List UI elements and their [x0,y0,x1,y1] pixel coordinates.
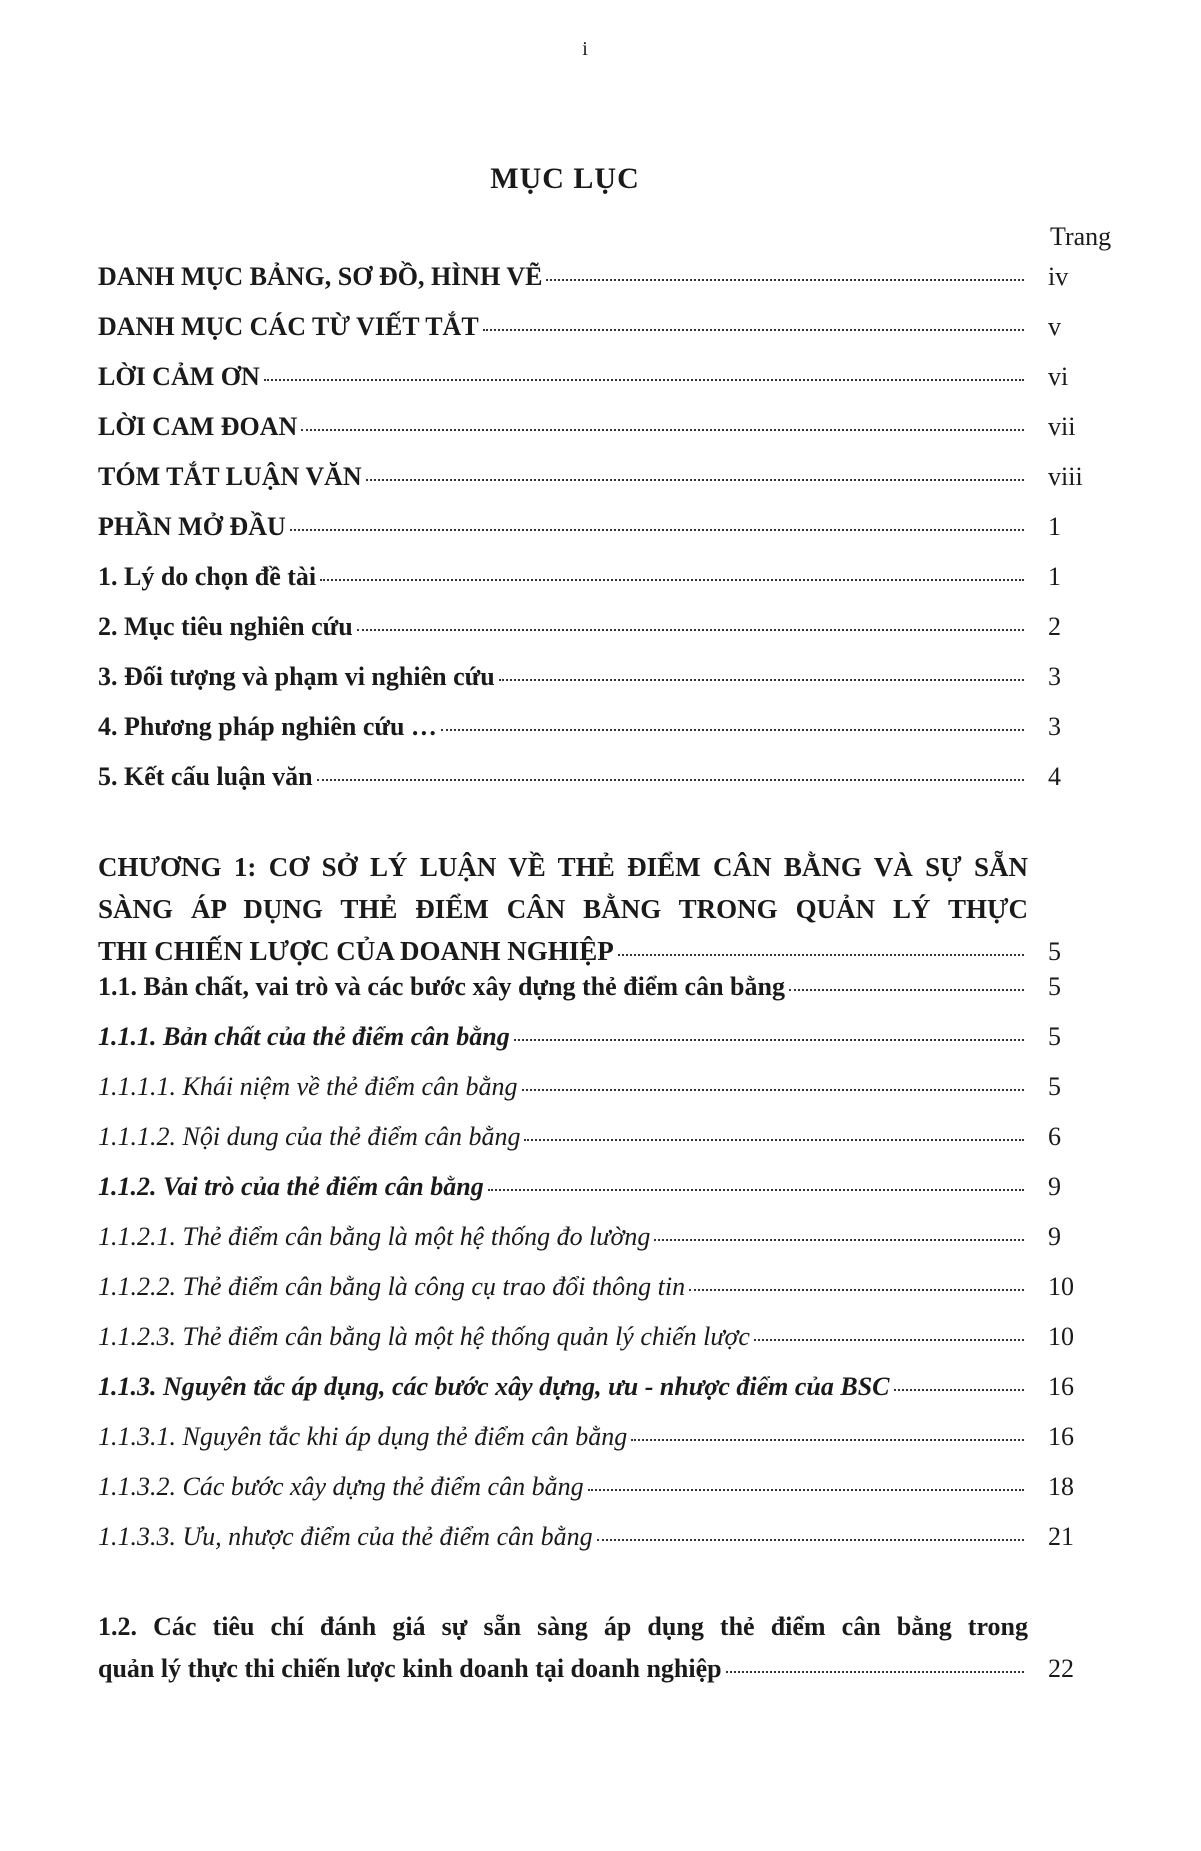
toc-entry-label: PHẦN MỞ ĐẦU [98,512,286,541]
toc-leader [754,1338,1024,1341]
toc-entry [98,412,1108,462]
toc-entry-label: 1.1.2.1. Thẻ điểm cân bằng là một hệ thống đo lường [98,1222,651,1251]
toc-leader [522,1088,1024,1091]
toc-leader [689,1288,1024,1291]
toc-entry [98,1472,1108,1522]
toc-entry-page: 2 [1048,612,1061,641]
page-number: i [582,38,588,60]
chapter-heading-line: THI CHIẾN LƯỢC CỦA DOANH NGHIỆP [98,936,614,966]
toc-leader [264,378,1024,381]
chapter-heading-line: SÀNG ÁP DỤNG THẺ ĐIỂM CÂN BẰNG TRONG QUẢN LÝ THỰC [98,894,1028,924]
toc-leader [894,1388,1024,1391]
toc-leader [317,778,1024,781]
toc-entry-page: 3 [1048,712,1061,741]
toc-entry [98,1072,1108,1122]
toc-entry [98,1122,1108,1172]
toc-entry [98,1172,1108,1222]
toc-entry-label: 5. Kết cấu luận văn [98,762,313,791]
toc-entry-label: 2. Mục tiêu nghiên cứu [98,612,353,641]
toc-entry [98,1422,1108,1472]
toc-leader [366,478,1024,481]
toc-entry-label: TÓM TẮT LUẬN VĂN [98,462,362,491]
toc-leader [597,1538,1024,1541]
toc-entry-label: 1. Lý do chọn đề tài [98,562,317,591]
toc-entry-page: 3 [1048,662,1061,691]
toc-leader [789,988,1024,991]
toc-entry-page: 9 [1048,1222,1061,1251]
toc-entry [98,712,1108,762]
toc-leader [588,1488,1024,1491]
toc-leader [290,528,1024,531]
toc-entry-page: 21 [1048,1522,1074,1551]
toc-entry [98,562,1108,612]
toc-entry-page: 4 [1048,762,1061,791]
toc-entry-label: 1.1.3.3. Ưu, nhược điểm của thẻ điểm cân bằng [98,1522,593,1551]
toc-entry-page: 22 [1048,1654,1074,1683]
toc-entry [98,762,1108,812]
toc-entry-page: 5 [1048,937,1061,966]
toc-entry-page: v [1048,312,1061,341]
toc-entry [98,462,1108,512]
toc-entry-label: DANH MỤC BẢNG, SƠ ĐỒ, HÌNH VẼ [98,262,543,291]
toc-leader [524,1138,1024,1141]
toc-entry-page: 1 [1048,562,1061,591]
toc-entry-page: 9 [1048,1172,1061,1201]
toc-leader [320,578,1024,581]
toc-entry-label: 1.1.2.2. Thẻ điểm cân bằng là công cụ trao đổi thông tin [98,1272,686,1301]
toc-leader [483,328,1024,331]
toc-entry [98,1522,1108,1572]
toc-entry-page: 18 [1048,1472,1074,1501]
toc-entry [98,362,1108,412]
toc-entry-label: 3. Đối tượng và phạm vi nghiên cứu [98,662,495,691]
toc-entry [98,1272,1108,1322]
toc-entry [98,1322,1108,1372]
toc-entry-label: 1.1.3. Nguyên tắc áp dụng, các bước xây dựng, ưu - nhược điểm của BSC [98,1372,890,1401]
toc-leader [499,678,1024,681]
toc-entry-label: 1.1.1. Bản chất của thẻ điểm cân bằng [98,1022,510,1051]
toc-entry-page: iv [1048,262,1069,291]
toc-entry-label: 1.1.1.1. Khái niệm về thẻ điểm cân bằng [98,1072,518,1101]
toc-entry-page: viii [1048,462,1083,491]
toc-entry-page: vi [1048,362,1069,391]
section-heading-last-line [98,1648,1108,1690]
toc-entry-label: 1.1.1.2. Nội dung của thẻ điểm cân bằng [98,1122,521,1151]
toc-entry-page: 16 [1048,1372,1074,1401]
section-heading-line: quản lý thực thi chiến lược kinh doanh tại doanh nghiệp [98,1654,722,1683]
toc-entry [98,512,1108,562]
toc-entry-label: 1.1. Bản chất, vai trò và các bước xây dựng thẻ điểm cân bằng [98,972,785,1001]
toc-entry-page: 5 [1048,1022,1061,1051]
toc-leader [488,1188,1024,1191]
toc-entry [98,1022,1108,1072]
section-heading-line: 1.2. Các tiêu chí đánh giá sự sẵn sàng áp dụng thẻ điểm cân bằng trong [98,1612,1028,1641]
toc-leader [357,628,1024,631]
toc-leader [441,728,1024,731]
toc-entry [98,262,1108,312]
toc-entry [98,1222,1108,1272]
toc-leader [301,428,1024,431]
chapter-heading [98,846,1108,972]
toc-entry-label: LỜI CẢM ƠN [98,362,260,391]
toc-leader [618,953,1024,956]
toc-entry-label: DANH MỤC CÁC TỪ VIẾT TẮT [98,312,479,341]
toc-entry [98,312,1108,362]
toc-leader [546,278,1024,281]
toc-entry-page: 1 [1048,512,1061,541]
toc-entry [98,972,1108,1022]
chapter-heading-line: CHƯƠNG 1: CƠ SỞ LÝ LUẬN VỀ THẺ ĐIỂM CÂN BẰNG VÀ SỰ SẴN [98,852,1028,882]
toc-leader [631,1438,1024,1441]
toc-leader [726,1670,1024,1673]
table-of-contents [98,262,1108,1690]
page-column-label: Trang [1050,222,1112,251]
toc-entry-label: 1.1.2. Vai trò của thẻ điểm cân bằng [98,1172,484,1201]
toc-entry [98,662,1108,712]
toc-entry-label: 1.1.2.3. Thẻ điểm cân bằng là một hệ thống quản lý chiến lược [98,1322,750,1351]
toc-leader [654,1238,1024,1241]
toc-entry-page: 10 [1048,1322,1074,1351]
page-title: MỤC LỤC [490,162,640,195]
toc-entry-page: 16 [1048,1422,1074,1451]
toc-entry-page: vii [1048,412,1076,441]
toc-entry [98,612,1108,662]
toc-entry-label: 1.1.3.1. Nguyên tắc khi áp dụng thẻ điểm cân bằng [98,1422,628,1451]
toc-leader [514,1038,1024,1041]
toc-entry [98,1372,1108,1422]
toc-entry-page: 5 [1048,972,1061,1001]
toc-entry-label: LỜI CAM ĐOAN [98,412,298,441]
chapter-heading-last-line [98,930,1108,972]
toc-entry-page: 10 [1048,1272,1074,1301]
toc-entry-page: 5 [1048,1072,1061,1101]
toc-entry-label: 4. Phương pháp nghiên cứu … [98,712,437,741]
toc-entry-label: 1.1.3.2. Các bước xây dựng thẻ điểm cân bằng [98,1472,584,1501]
toc-entry-page: 6 [1048,1122,1061,1151]
section-heading [98,1606,1108,1690]
